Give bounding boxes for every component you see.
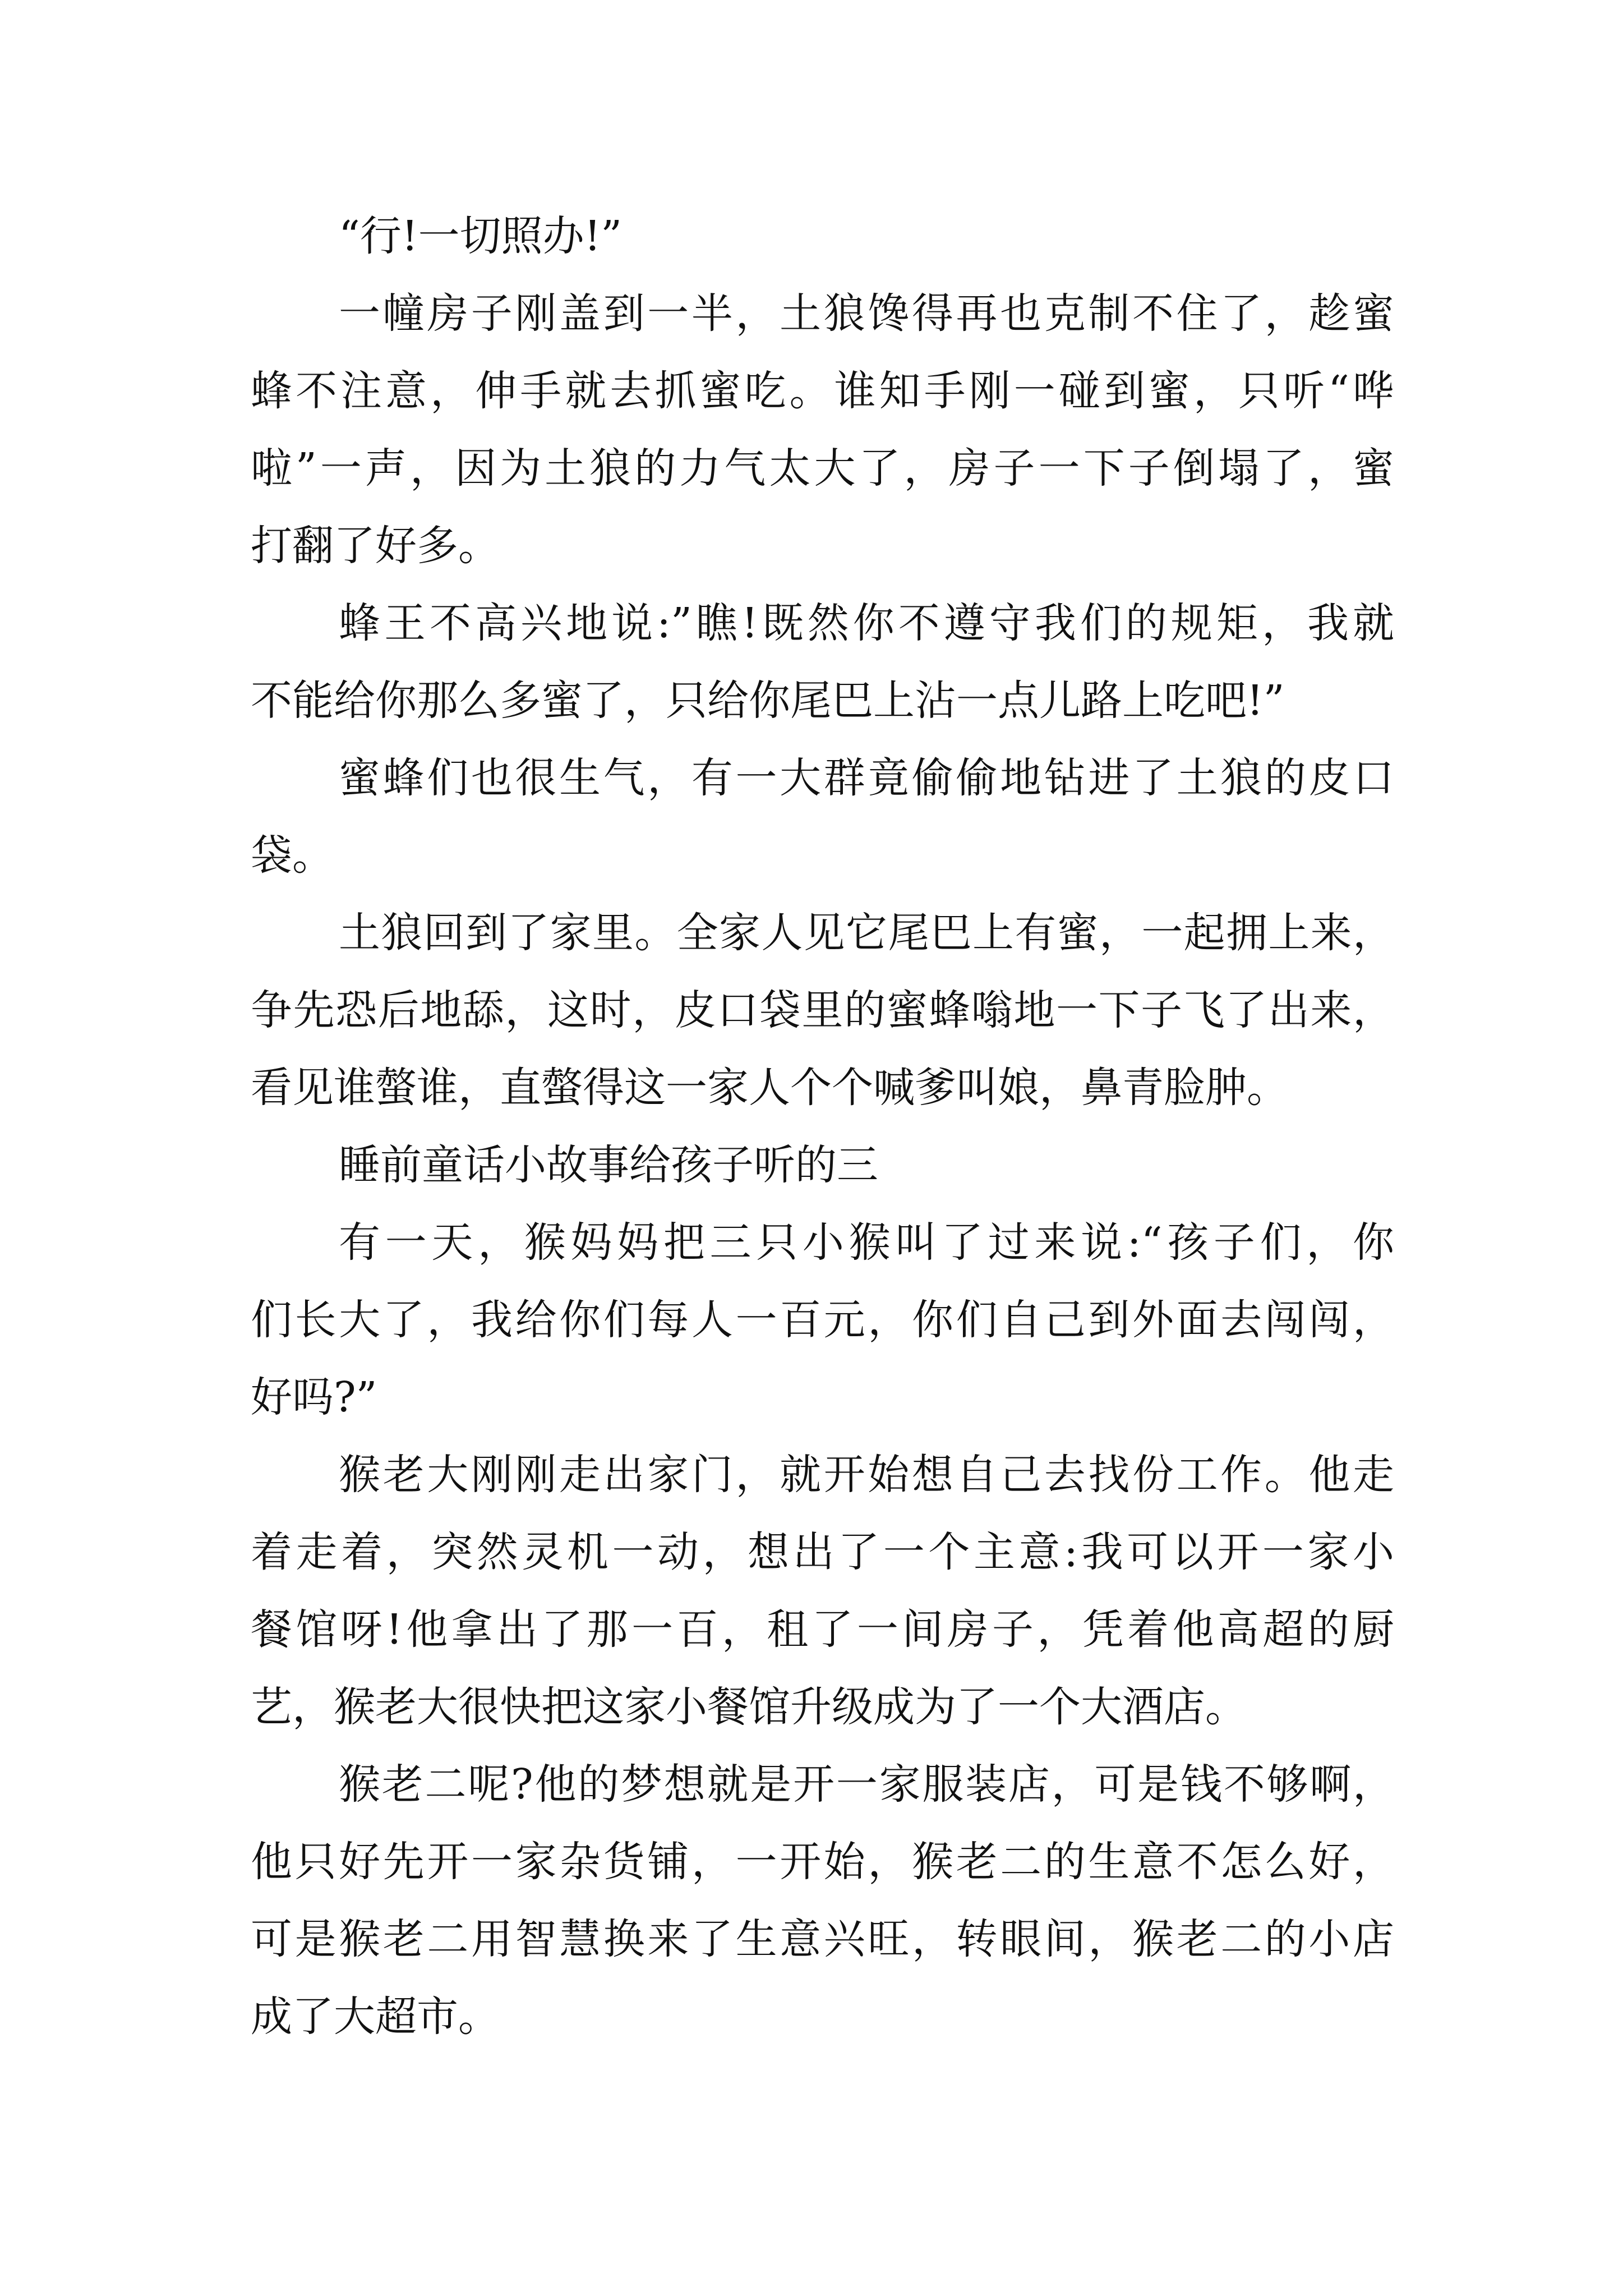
text-line: 土狼回到了家里。全家人见它尾巴上有蜜，一起拥上来， <box>339 909 1394 957</box>
text-line: 袋。 <box>251 831 334 880</box>
paragraph <box>251 585 1394 739</box>
text-line: 们长大了，我给你们每人一百元，你们自己到外面去闯闯， <box>251 1296 1394 1344</box>
text-line: 他只好先开一家杂货铺，一开始，猴老二的生意不怎么好， <box>251 1838 1394 1886</box>
text-line: 争先恐后地舔，这时，皮口袋里的蜜蜂嗡地一下子飞了出来， <box>251 986 1394 1034</box>
paragraph <box>251 739 1394 894</box>
text-line: 猴老大刚刚走出家门，就开始想自己去找份工作。他走 <box>339 1451 1394 1499</box>
text-line: “行!一切照办!” <box>339 212 623 260</box>
text-line: 啦”一声，因为土狼的力气太大了，房子一下子倒塌了，蜜 <box>251 444 1394 493</box>
text-line: 睡前童话小故事给孩子听的三 <box>339 1141 878 1189</box>
text-line: 可是猴老二用智慧换来了生意兴旺，转眼间，猴老二的小店 <box>251 1915 1394 1963</box>
text-line: 一幢房子刚盖到一半，土狼馋得再也克制不住了，趁蜜 <box>339 289 1394 338</box>
text-line: 蜂王不高兴地说:”瞧!既然你不遵守我们的规矩，我就 <box>339 599 1394 647</box>
text-line: 猴老二呢?他的梦想就是开一家服装店，可是钱不够啊， <box>339 1760 1394 1809</box>
text-line: 餐馆呀!他拿出了那一百，租了一间房子，凭着他高超的厨 <box>251 1605 1394 1654</box>
paragraph <box>251 1436 1394 1746</box>
text-line: 不能给你那么多蜜了，只给你尾巴上沾一点儿路上吃吧!” <box>251 677 1285 725</box>
text-line: 成了大超市。 <box>251 1993 500 2041</box>
document-page <box>251 197 1394 2055</box>
paragraph <box>251 1204 1394 1436</box>
paragraph <box>251 894 1394 1126</box>
text-line: 着走着，突然灵机一动，想出了一个主意:我可以开一家小 <box>251 1528 1394 1576</box>
text-line: 蜂不注意，伸手就去抓蜜吃。谁知手刚一碰到蜜，只听“哗 <box>251 367 1394 415</box>
section-heading <box>251 1126 1394 1204</box>
text-line: 打翻了好多。 <box>251 522 500 570</box>
text-line: 艺，猴老大很快把这家小餐馆升级成为了一个大酒店。 <box>251 1683 1247 1731</box>
paragraph <box>251 1746 1394 2055</box>
text-line: 有一天，猴妈妈把三只小猴叫了过来说:“孩子们，你 <box>339 1218 1394 1267</box>
paragraph <box>251 275 1394 585</box>
text-line: 看见谁螫谁，直螫得这一家人个个喊爹叫娘，鼻青脸肿。 <box>251 1064 1288 1112</box>
text-line: 好吗?” <box>251 1373 377 1421</box>
text-line: 蜜蜂们也很生气，有一大群竟偷偷地钻进了土狼的皮口 <box>339 754 1394 802</box>
paragraph <box>251 197 1394 275</box>
